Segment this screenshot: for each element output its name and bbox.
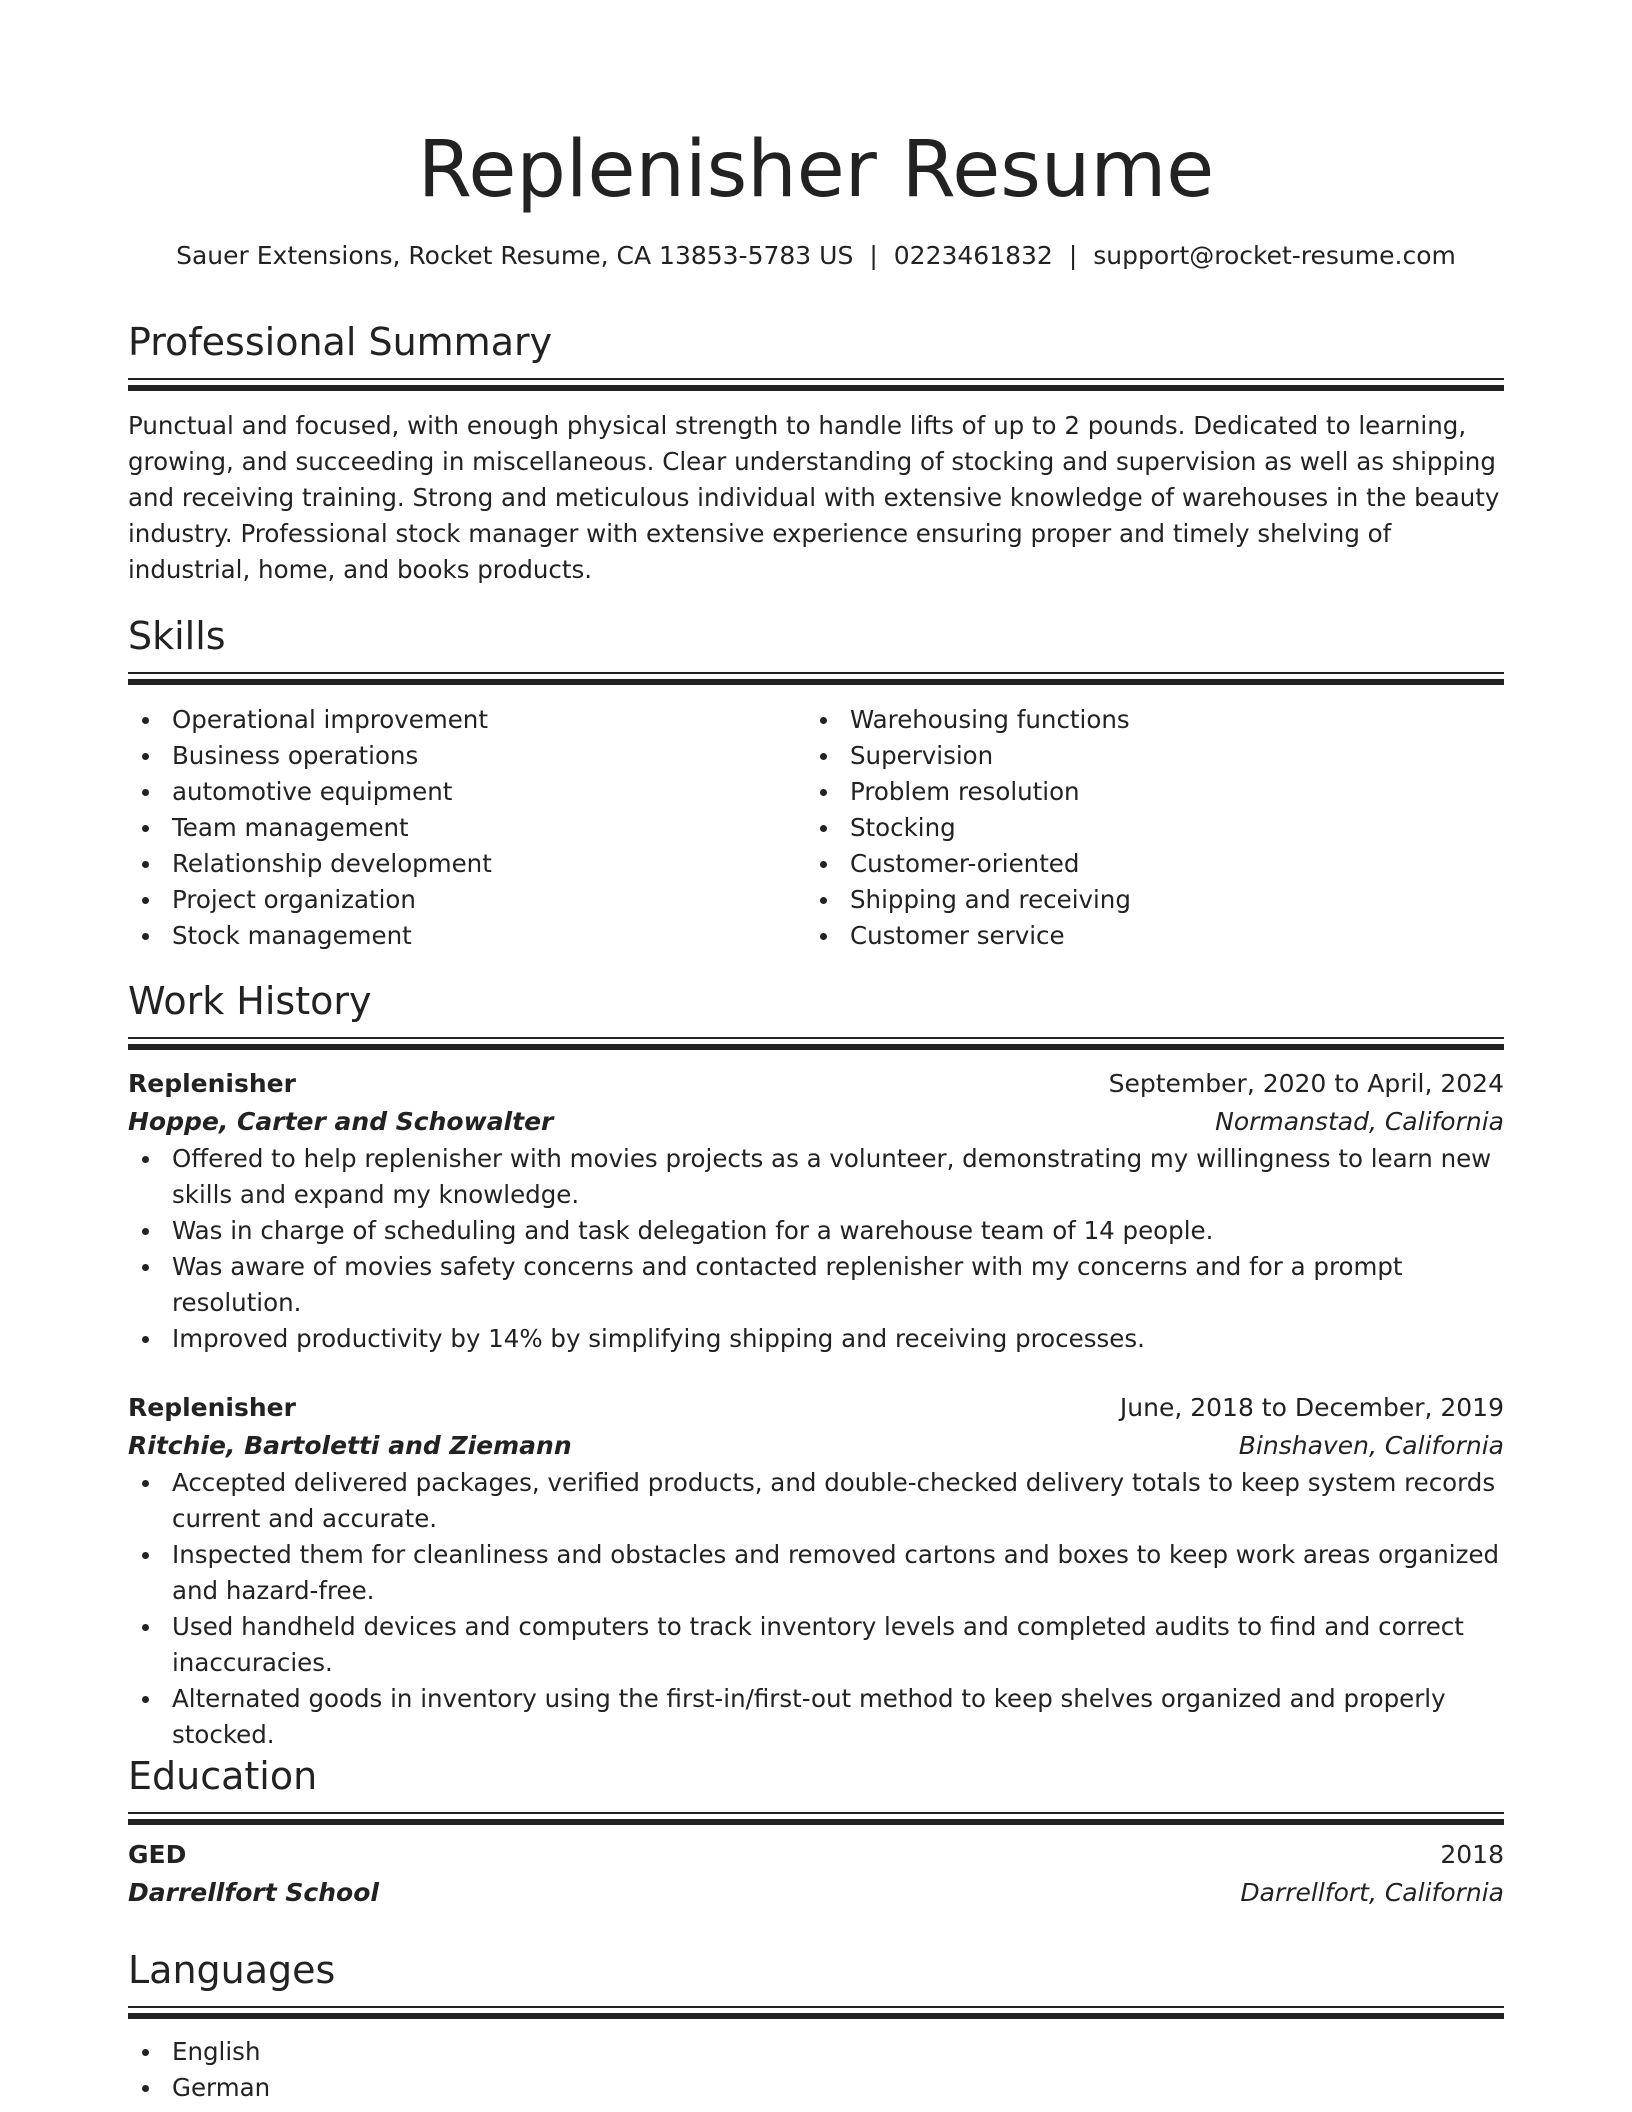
- list-item: Shipping and receiving: [806, 882, 1484, 918]
- job-dates: September, 2020 to April, 2024: [1108, 1069, 1504, 1098]
- list-item: English: [128, 2034, 1504, 2070]
- contact-phone: 0223461832: [893, 241, 1053, 270]
- skills-heading: Skills: [128, 614, 226, 658]
- list-item: Customer service: [806, 918, 1484, 954]
- job-company-row: [128, 1427, 1504, 1465]
- job-entry: [128, 1389, 1504, 1753]
- list-item: Warehousing functions: [806, 702, 1484, 738]
- work-history-section: [128, 977, 1504, 1753]
- languages-section: [128, 1946, 1504, 2106]
- list-item: Was in charge of scheduling and task delegation for a warehouse team of 14 people.: [128, 1213, 1504, 1249]
- education-degree: GED: [128, 1840, 187, 1869]
- summary-text: Punctual and focused, with enough physical strength to handle lifts of up to 2 pounds. Dedicated to learning, growing, and succeeding in miscellaneous. Clear understanding of stocking and supervision as well as shipping and receiving training. Strong and meticulous individual with extensive knowledge of warehouses in the beauty industry. Professional stock manager with extensive experience ensuring proper and timely shelving of industrial, home, and books products.: [128, 411, 1500, 584]
- section-divider: [128, 378, 1504, 392]
- education-header-row: [128, 1836, 1504, 1874]
- job-dates: June, 2018 to December, 2019: [1119, 1393, 1504, 1422]
- list-item: Used handheld devices and computers to track inventory levels and completed audits to find and correct inaccuracies.: [128, 1609, 1504, 1681]
- list-item: Supervision: [806, 738, 1484, 774]
- section-divider: [128, 1812, 1504, 1826]
- job-title: Replenisher: [128, 1393, 296, 1422]
- list-item: Stocking: [806, 810, 1484, 846]
- job-location: Normanstad, California: [1215, 1107, 1504, 1136]
- summary-section: [128, 318, 1504, 588]
- skills-list-left: [128, 702, 806, 954]
- languages-heading: Languages: [128, 1948, 336, 1992]
- list-item: German: [128, 2070, 1504, 2106]
- list-item: Team management: [128, 810, 806, 846]
- list-item: Alternated goods in inventory using the first-in/first-out method to keep shelves organized and properly stocked.: [128, 1681, 1504, 1753]
- section-divider: [128, 1037, 1504, 1051]
- page-title: Replenisher Resume: [417, 125, 1215, 215]
- contact-line: [128, 238, 1504, 274]
- list-item: Inspected them for cleanliness and obstacles and removed cartons and boxes to keep work areas organized and hazard-free.: [128, 1537, 1504, 1609]
- job-bullets: [128, 1465, 1504, 1753]
- education-section: [128, 1752, 1504, 1912]
- section-divider: [128, 2006, 1504, 2020]
- job-company: Hoppe, Carter and Schowalter: [128, 1107, 554, 1136]
- education-school: Darrellfort School: [128, 1878, 379, 1907]
- list-item: Accepted delivered packages, verified products, and double-checked delivery totals to keep system records current and accurate.: [128, 1465, 1504, 1537]
- section-divider: [128, 672, 1504, 686]
- job-header-row: [128, 1065, 1504, 1103]
- contact-separator: |: [1068, 241, 1078, 270]
- skills-columns: [128, 702, 1504, 954]
- job-company: Ritchie, Bartoletti and Ziemann: [128, 1431, 572, 1460]
- education-location: Darrellfort, California: [1240, 1878, 1504, 1907]
- list-item: automotive equipment: [128, 774, 806, 810]
- job-header-row: [128, 1389, 1504, 1427]
- list-item: Operational improvement: [128, 702, 806, 738]
- list-item: Business operations: [128, 738, 806, 774]
- list-item: Problem resolution: [806, 774, 1484, 810]
- education-school-row: [128, 1874, 1504, 1912]
- list-item: Offered to help replenisher with movies projects as a volunteer, demonstrating my willingness to learn new skills and expand my knowledge.: [128, 1141, 1504, 1213]
- contact-separator: |: [869, 241, 878, 270]
- list-item: Stock management: [128, 918, 806, 954]
- summary-heading: Professional Summary: [128, 320, 553, 364]
- job-bullets: [128, 1141, 1504, 1357]
- job-company-row: [128, 1103, 1504, 1141]
- work-history-heading: Work History: [128, 979, 372, 1023]
- job-location: Binshaven, California: [1238, 1431, 1504, 1460]
- education-heading: Education: [128, 1754, 318, 1798]
- education-year: 2018: [1440, 1840, 1504, 1869]
- job-title: Replenisher: [128, 1069, 296, 1098]
- list-item: Relationship development: [128, 846, 806, 882]
- skills-section: [128, 612, 1504, 954]
- list-item: Improved productivity by 14% by simplifying shipping and receiving processes.: [128, 1321, 1504, 1357]
- contact-address: Sauer Extensions, Rocket Resume, CA 13853-5783 US: [176, 241, 854, 270]
- contact-email: support@rocket-resume.com: [1093, 241, 1456, 270]
- list-item: Customer-oriented: [806, 846, 1484, 882]
- languages-list: [128, 2034, 1504, 2106]
- education-entry: [128, 1836, 1504, 1912]
- skills-list-right: [806, 702, 1484, 954]
- list-item: Project organization: [128, 882, 806, 918]
- job-entry: [128, 1065, 1504, 1357]
- list-item: Was aware of movies safety concerns and contacted replenisher with my concerns and for a prompt resolution.: [128, 1249, 1504, 1321]
